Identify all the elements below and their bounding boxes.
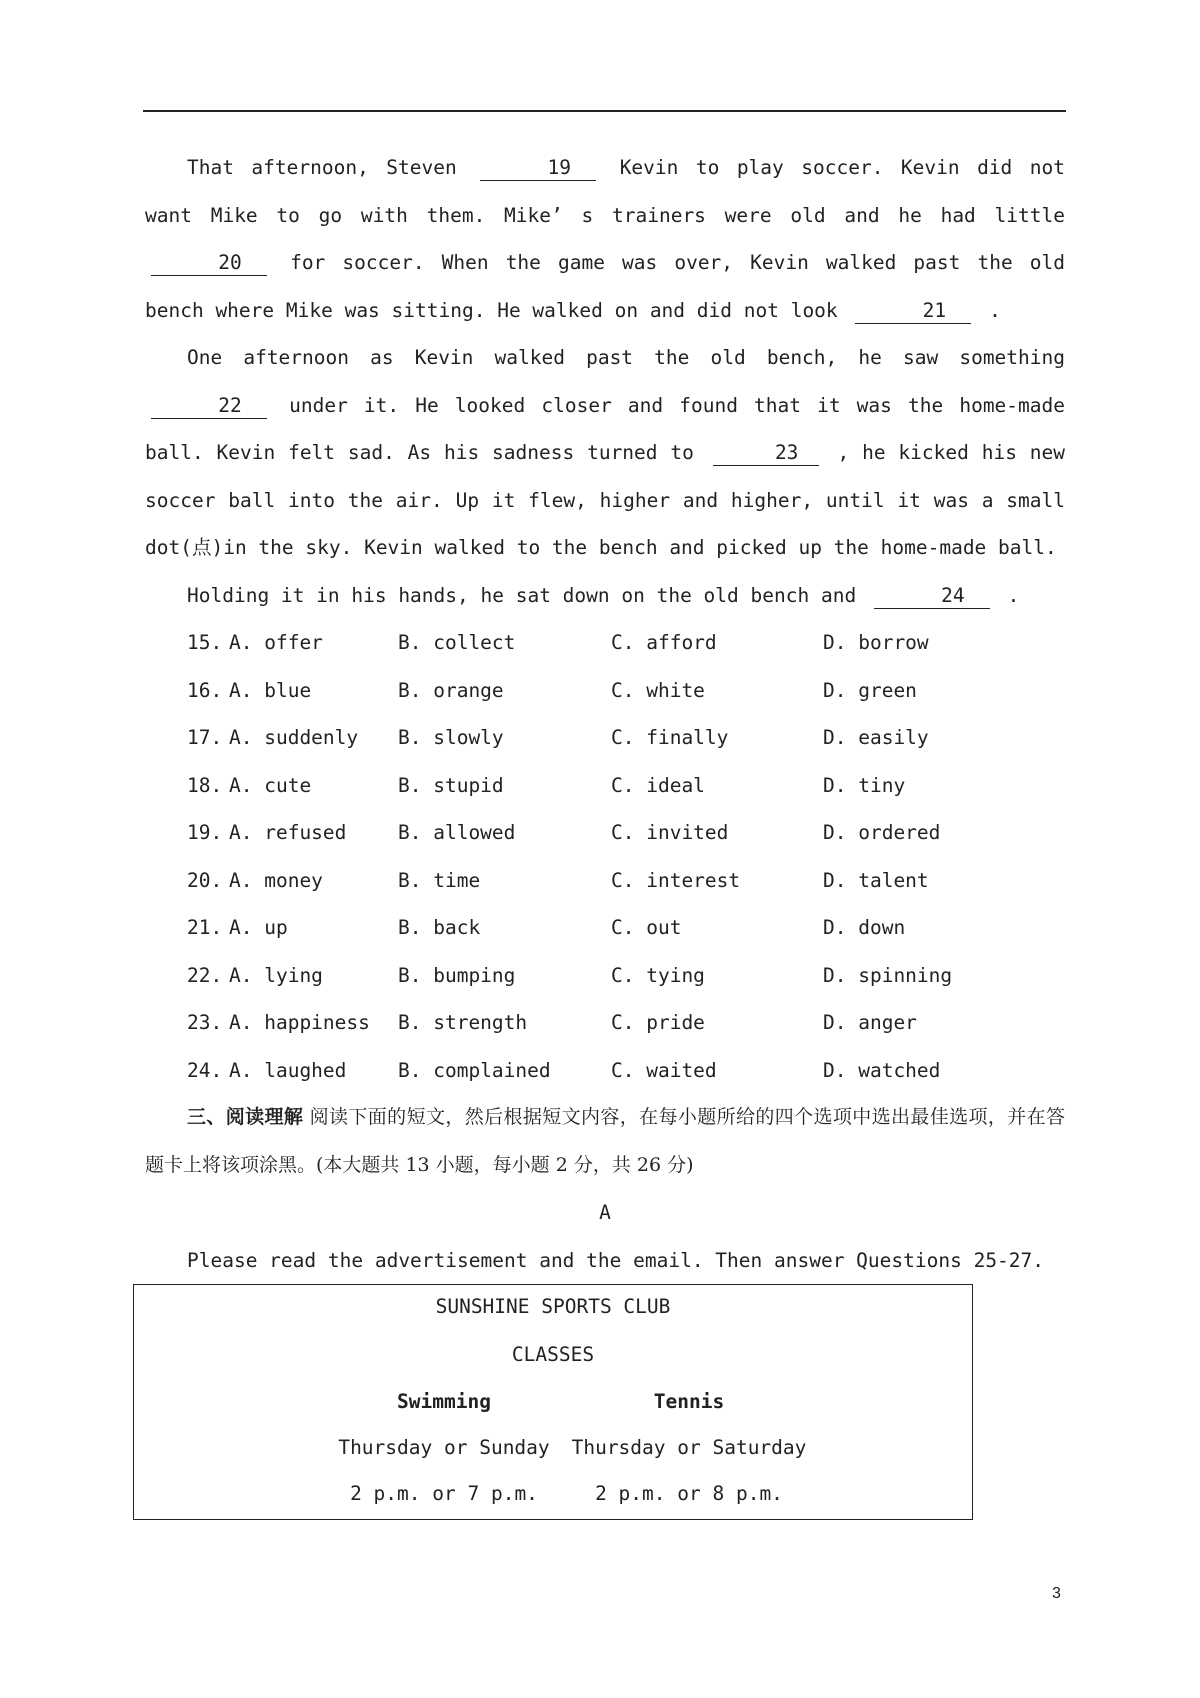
option-d: D. watched: [823, 1058, 941, 1082]
section-title: 三、阅读理解: [187, 1106, 304, 1128]
text-run: That afternoon, Steven: [187, 156, 475, 179]
swimming-title: Swimming: [397, 1390, 491, 1413]
tennis-title: Tennis: [653, 1390, 725, 1413]
question-row: [145, 999, 1065, 1047]
club-name: SUNSHINE SPORTS CLUB: [435, 1295, 671, 1318]
blank-20: 20: [151, 251, 267, 276]
option-b: B. collect: [398, 631, 516, 654]
question-row: [145, 619, 1065, 667]
question-options: [145, 619, 1065, 1094]
tennis-times: 2 p.m. or 8 p.m.: [595, 1482, 783, 1505]
text-run: One afternoon as Kevin walked past the old bench, he saw something: [187, 346, 1065, 369]
section-instructions: 阅读下面的短文，然后根据短文内容，在每小题所给的四个选项中选出最佳选项，并在答题卡上将该项涂黑。(本大题共 13 小题，每小题 2 分，共 26 分): [145, 1106, 1065, 1176]
question-row: [145, 809, 1065, 857]
option-b: B. slowly: [398, 726, 504, 749]
question-row: [145, 952, 1065, 1000]
question-number: 23.: [187, 1011, 223, 1034]
paragraph-3: [145, 572, 1065, 620]
blank-22: 22: [151, 394, 267, 419]
swimming-column: [319, 1390, 569, 1505]
question-number: 21.: [187, 916, 223, 939]
text-run: under it. He looked closer and found that it was the home-made ball. Kevin felt sad. As his sadness turned to: [145, 393, 1065, 464]
paragraph-2: [145, 334, 1065, 572]
option-d: D. talent: [823, 868, 929, 892]
section-3-heading: [145, 1094, 1065, 1189]
option-b: B. complained: [398, 1058, 551, 1082]
option-c: C. white: [611, 678, 705, 702]
question-row: [145, 1047, 1065, 1095]
option-d: D. anger: [823, 1011, 917, 1034]
part-label: A: [599, 1201, 611, 1224]
blank-21: 21: [855, 299, 971, 324]
text-run: .: [977, 298, 1001, 322]
option-c: C. interest: [611, 868, 741, 892]
question-number: 15.: [187, 631, 223, 654]
option-a: A. money: [229, 868, 323, 892]
header-rule: [143, 110, 1066, 112]
option-d: D. borrow: [823, 631, 929, 654]
blank-23: 23: [713, 441, 819, 466]
blank-19: 19: [480, 156, 596, 181]
text-run: Kevin to play soccer. Kevin did not want Mike to go with them. Mike’ s trainers were old and he had little: [145, 156, 1065, 227]
option-b: B. time: [398, 868, 481, 892]
option-a: A. happiness: [229, 1011, 370, 1034]
option-c: C. waited: [611, 1058, 717, 1082]
paragraph-1: [145, 144, 1065, 334]
question-number: 17.: [187, 726, 223, 749]
option-a: A. blue: [229, 678, 312, 702]
option-a: A. laughed: [229, 1058, 347, 1082]
question-row: [145, 904, 1065, 952]
option-c: C. afford: [611, 631, 717, 654]
option-d: D. ordered: [823, 821, 941, 844]
text-run: .: [995, 583, 1020, 607]
page-number: 3: [1052, 1585, 1061, 1602]
option-c: C. pride: [611, 1011, 705, 1034]
swimming-days: Thursday or Sunday: [338, 1436, 550, 1459]
option-b: B. strength: [398, 1011, 528, 1034]
option-b: B. orange: [398, 678, 504, 702]
option-d: D. down: [823, 916, 906, 939]
text-run: for soccer. When the game was over, Kevin walked past the old bench where Mike was sitting. He walked on and did not look: [145, 251, 1065, 322]
option-b: B. bumping: [398, 963, 516, 987]
tennis-days: Thursday or Saturday: [571, 1436, 807, 1459]
option-b: B. allowed: [398, 821, 516, 844]
question-row: [145, 667, 1065, 715]
option-c: C. finally: [611, 726, 729, 749]
option-d: D. green: [823, 678, 917, 702]
text-run: Holding it in his hands, he sat down on the old bench and: [187, 583, 868, 607]
question-row: [145, 762, 1065, 810]
option-b: B. back: [398, 916, 481, 939]
question-number: 22.: [187, 963, 223, 987]
option-c: C. tying: [611, 963, 705, 987]
tennis-column: [564, 1390, 814, 1505]
question-number: 18.: [187, 773, 223, 797]
reading-prompt: Please read the advertisement and the email. Then answer Questions 25-27.: [187, 1248, 1045, 1272]
option-a: A. lying: [229, 963, 323, 987]
option-a: A. cute: [229, 773, 312, 797]
blank-24: 24: [874, 584, 990, 609]
option-c: C. out: [611, 916, 682, 939]
swimming-times: 2 p.m. or 7 p.m.: [350, 1482, 538, 1505]
advertisement-box: [133, 1284, 973, 1520]
option-d: D. easily: [823, 726, 929, 749]
option-a: A. offer: [229, 631, 323, 654]
question-row: [145, 857, 1065, 905]
option-a: A. up: [229, 916, 288, 939]
question-number: 16.: [187, 678, 223, 702]
option-c: C. ideal: [611, 773, 705, 797]
option-a: A. refused: [229, 821, 347, 844]
question-number: 24.: [187, 1058, 223, 1082]
question-row: [145, 714, 1065, 762]
question-number: 19.: [187, 821, 223, 844]
option-d: D. tiny: [823, 773, 906, 797]
question-number: 20.: [187, 868, 223, 892]
classes-heading: CLASSES: [511, 1343, 595, 1366]
cloze-passage: [145, 144, 1065, 1284]
option-b: B. stupid: [398, 773, 504, 797]
option-d: D. spinning: [823, 963, 953, 987]
option-c: C. invited: [611, 821, 729, 844]
option-a: A. suddenly: [229, 726, 359, 749]
text-run: , he kicked his new soccer ball into the air. Up it flew, higher and higher, until it was a small dot(点)in the sky. Kevin walked to the bench and picked up the home-made ball.: [145, 441, 1065, 559]
